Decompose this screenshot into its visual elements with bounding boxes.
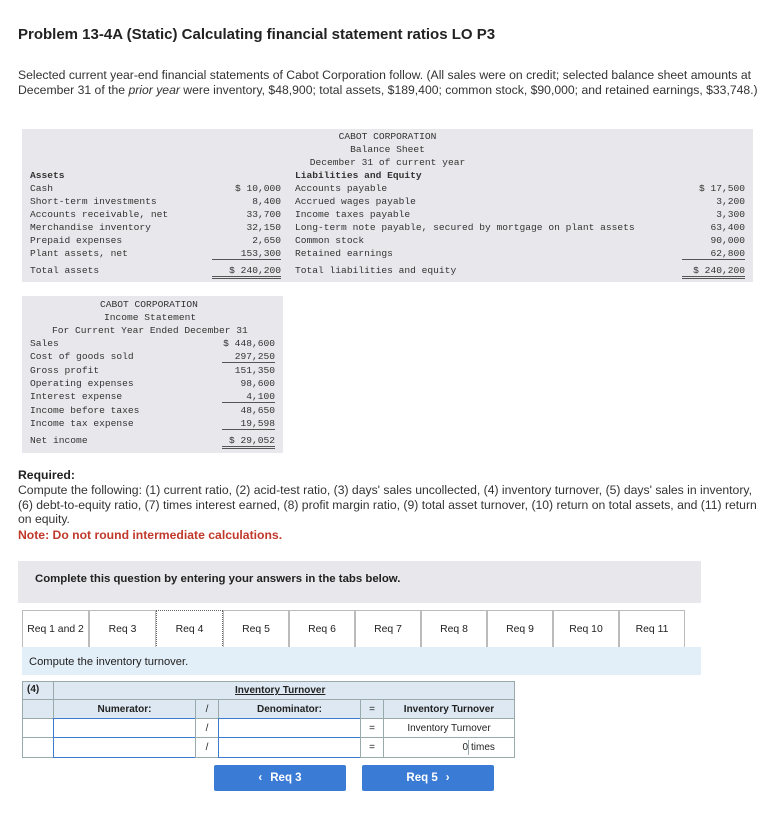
liability-label: Long-term note payable, secured by mortgage on plant assets [295, 222, 635, 233]
asset-label: Accounts receivable, net [30, 209, 169, 220]
income-statement [22, 296, 283, 453]
result-value: 0 [462, 742, 468, 753]
asset-amount: $ 10,000 [234, 183, 281, 194]
asset-label: Cash [30, 183, 54, 194]
tab-instruction: Compute the inventory turnover. [22, 647, 701, 675]
tab-req-5[interactable]: Req 5 [223, 610, 289, 648]
is-company: CABOT CORPORATION [100, 299, 198, 310]
result-label: Inventory Turnover [383, 718, 515, 738]
numerator-label: Numerator: [53, 699, 196, 719]
is-label: Operating expenses [30, 378, 134, 389]
is-label: Sales [30, 338, 59, 349]
numerator-input[interactable] [53, 718, 196, 738]
asset-amount: 32,150 [246, 222, 281, 233]
intro-text: Selected current year-end financial statements of Cabot Corporation follow. (All sales were on credit; selected balance sheet amounts at December 31 of the [18, 68, 751, 97]
is-label: Income tax expense [30, 418, 134, 429]
denominator-label: Denominator: [218, 699, 361, 719]
chevron-left-icon: ‹ [258, 772, 263, 784]
ratio-title: Inventory Turnover [235, 685, 326, 696]
result-cell [383, 737, 515, 758]
asset-amount: 8,400 [252, 196, 281, 207]
numerator-value-input[interactable] [53, 737, 196, 758]
tab-req-9[interactable]: Req 9 [487, 610, 553, 648]
is-label: Gross profit [30, 365, 100, 376]
is-name: Income Statement [104, 312, 197, 323]
liability-amount: 3,300 [716, 209, 745, 220]
is-amount: 48,650 [240, 405, 275, 416]
divide-sign: / [195, 718, 219, 738]
row-number-cell [22, 699, 54, 719]
bs-date: December 31 of current year [309, 157, 466, 168]
asset-amount: 2,650 [252, 235, 281, 246]
asset-label: Merchandise inventory [30, 222, 151, 233]
is-amount: 98,600 [240, 378, 275, 389]
divide-sign: / [195, 699, 219, 719]
chevron-right-icon: › [445, 772, 450, 784]
asset-label: Prepaid expenses [30, 235, 123, 246]
liability-amount: 3,200 [716, 196, 745, 207]
required-text: Compute the following: (1) current ratio, (2) acid-test ratio, (3) days' sales uncollected, (4) inventory turnover, (5) days' sales in inventory, (6) debt-to-equity ratio, (7) times interest earned, (8) profit margin ratio, (9) total asset turnover, (10) return on total assets, and (11) return on equity. [18, 483, 757, 527]
assets-heading: Assets [30, 170, 65, 181]
result-header: Inventory Turnover [383, 699, 515, 719]
instructions-banner: Complete this question by entering your answers in the tabs below. [18, 561, 701, 603]
tab-req-7[interactable]: Req 7 [355, 610, 421, 648]
intro-text-end: were inventory, $48,900; total assets, $189,400; common stock, $90,000; and retained earnings, $33,748.) [179, 83, 758, 97]
tab-req-3[interactable]: Req 3 [89, 610, 156, 648]
row-number-cell [22, 718, 54, 738]
prev-req-button[interactable] [214, 765, 346, 791]
asset-amount: 153,300 [212, 248, 281, 260]
total-assets-amount: $ 240,200 [212, 265, 281, 279]
rounding-note: Note: Do not round intermediate calculations. [18, 528, 283, 542]
ratio-number: (4) [22, 681, 54, 700]
denominator-value-input[interactable] [218, 737, 361, 758]
is-amount: 19,598 [222, 418, 275, 430]
liability-label: Retained earnings [295, 248, 393, 259]
is-amount: 4,100 [222, 391, 275, 403]
liability-label: Common stock [295, 235, 365, 246]
is-amount: 151,350 [234, 365, 275, 376]
is-amount: $ 448,600 [223, 338, 275, 349]
tab-req-1-2[interactable]: Req 1 and 2 [22, 610, 89, 648]
problem-intro [18, 68, 766, 98]
asset-amount: 33,700 [246, 209, 281, 220]
is-amount: 297,250 [222, 351, 275, 363]
page-title: Problem 13-4A (Static) Calculating financial statement ratios LO P3 [18, 26, 496, 43]
is-label: Cost of goods sold [30, 351, 134, 362]
liabilities-heading: Liabilities and Equity [295, 170, 422, 181]
asset-label: Plant assets, net [30, 248, 128, 259]
total-assets-label: Total assets [30, 265, 100, 276]
is-label: Net income [30, 435, 88, 446]
tab-req-6[interactable]: Req 6 [289, 610, 355, 648]
divide-sign: / [195, 737, 219, 758]
is-amount: $ 29,052 [222, 435, 275, 449]
ratio-title-cell [53, 681, 515, 700]
is-label: Interest expense [30, 391, 123, 402]
bs-company: CABOT CORPORATION [338, 131, 437, 142]
liability-amount: $ 17,500 [698, 183, 745, 194]
row-number-cell [22, 737, 54, 758]
equals-sign: = [360, 718, 384, 738]
bs-name: Balance Sheet [350, 144, 425, 155]
liability-amount: 63,400 [710, 222, 745, 233]
tab-req-8[interactable]: Req 8 [421, 610, 487, 648]
liability-label: Accrued wages payable [295, 196, 416, 207]
equals-sign: = [360, 699, 384, 719]
tab-req-10[interactable]: Req 10 [553, 610, 619, 648]
ratio-table [22, 681, 515, 758]
is-period: For Current Year Ended December 31 [52, 325, 248, 336]
intro-italic: prior year [128, 83, 180, 97]
equals-sign: = [360, 737, 384, 758]
next-req-button[interactable] [362, 765, 494, 791]
tab-req-4[interactable]: Req 4 [156, 610, 223, 648]
liability-label: Income taxes payable [295, 209, 411, 220]
next-req-label: Req 5 [406, 772, 438, 784]
tab-req-11[interactable]: Req 11 [619, 610, 685, 648]
liability-amount: 62,800 [682, 248, 745, 260]
result-divider [468, 740, 469, 755]
is-label: Income before taxes [30, 405, 140, 416]
denominator-input[interactable] [218, 718, 361, 738]
prev-req-label: Req 3 [270, 772, 302, 784]
result-unit: times [471, 742, 495, 753]
total-le-amount: $ 240,200 [682, 265, 745, 279]
liability-label: Accounts payable [295, 183, 388, 194]
total-le-label: Total liabilities and equity [295, 265, 457, 276]
liability-amount: 90,000 [710, 235, 745, 246]
balance-sheet [22, 129, 753, 282]
required-heading: Required: [18, 468, 75, 482]
asset-label: Short-term investments [30, 196, 157, 207]
